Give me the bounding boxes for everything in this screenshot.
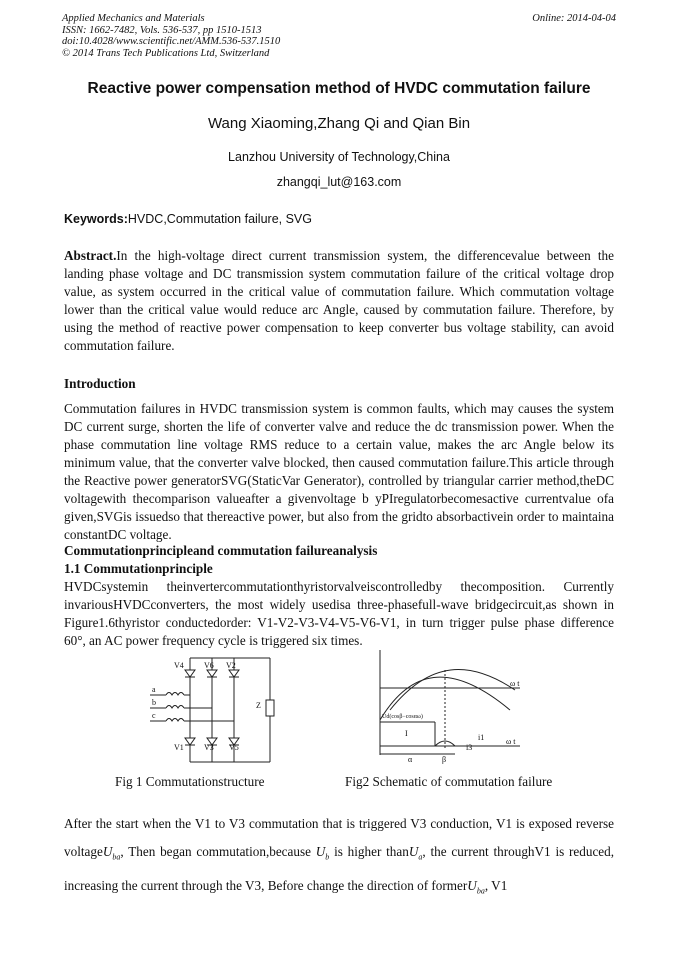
label-ud: Ud(cosβ−cosαω)	[382, 714, 423, 720]
fig2-caption: Fig2 Schematic of commutation failure	[345, 774, 553, 789]
label-c: c	[152, 711, 156, 720]
label-v4: V4	[174, 661, 184, 670]
body-text-3: is higher than	[334, 844, 409, 859]
label-beta: β	[442, 755, 447, 764]
affiliation: Lanzhou University of Technology,China	[228, 150, 450, 164]
label-v3: V3	[204, 743, 214, 752]
u-ba-2-main: U	[467, 877, 477, 893]
u-a	[408, 844, 423, 862]
intro-heading: Introduction	[64, 376, 136, 391]
body-text-2: , Then began commutation,because	[120, 844, 311, 859]
u-ba	[102, 844, 121, 862]
body-text-1: After the start when the V1 to V3 commutation that is triggered V3 conduction, V1 is exposed reverse voltage	[64, 816, 614, 859]
abstract-label: Abstract.	[64, 248, 117, 263]
intro-text: Commutation failures in HVDC transmission system is common faults, which may causes the system DC current surge, shorten the life of converter valve and reduce the dc transmission power. When the phase commutation line voltage RMS reduce to a certain value, makes the arc Angle below its minimum value, that the converter valve blocked, then caused commutation failure.This article through the Reactive power generatorSVG(StaticVar Generator), controlled by triangular carrier method,theDC voltagewith thecomparison valueafter a givenvoltage b yPIregulatorbecomesactive currentvalue ofa given,SVGis issuedso that thereactive power, but also from the gridto absorbactivein order to maintaina constantDC voltage.	[64, 401, 614, 542]
u-ba-2-sub: ba	[476, 886, 485, 896]
body-text-6: , V1	[484, 877, 508, 893]
journal-name: Applied Mechanics and Materials	[62, 13, 205, 24]
label-i3: i3	[466, 743, 473, 752]
label-i: I	[405, 729, 408, 738]
fig1-caption: Fig 1 Commutationstructure	[115, 774, 265, 789]
fig2-commutation-failure	[370, 650, 530, 770]
label-z: Z	[256, 701, 261, 710]
email: zhangqi_lut@163.com	[276, 175, 402, 189]
doi: doi:10.4028/www.scientific.net/AMM.536-537.1510	[62, 36, 281, 47]
label-v2: V2	[226, 661, 236, 670]
u-b-main: U	[315, 844, 326, 859]
label-v6: V6	[204, 661, 214, 670]
fig1-commutation-structure	[130, 650, 290, 770]
issn: ISSN: 1662-7482, Vols. 536-537, pp 1510-1513	[62, 24, 262, 36]
u-b	[315, 844, 330, 862]
copyright: © 2014 Trans Tech Publications Ltd, Switzerland	[62, 47, 270, 59]
subsection-heading: 1.1 Commutationprinciple	[64, 561, 213, 576]
label-alpha: α	[408, 755, 413, 764]
label-i1: i1	[478, 733, 485, 742]
abstract	[64, 247, 614, 355]
u-a-sub: a	[418, 852, 423, 862]
label-b: b	[152, 698, 156, 707]
u-ba-sub: ba	[112, 852, 121, 862]
label-a: a	[152, 685, 156, 694]
keywords	[64, 212, 312, 226]
u-b-sub: b	[325, 852, 330, 862]
u-a-main: U	[408, 844, 419, 859]
journal-header	[62, 13, 616, 59]
section-text: HVDCsystemin theinvertercommutationthyristorvalveiscontrolledby thecomposition. Currently invariousHVDCconverters, the most widely usedisa three-phasefull-wave bridgecircuit,as shown in Figure1.6thyristor conductedorder: V1-V2-V3-V4-V5-V6-V1, in turn trigger pulse phase difference 60°, an AC power frequency cycle is triggered six times.	[64, 579, 614, 648]
body-text-4: , the current throughV1	[422, 844, 551, 859]
keywords-label: Keywords:	[64, 212, 128, 226]
authors: Wang Xiaoming,Zhang Qi and Qian Bin	[207, 115, 471, 132]
label-v5: V5	[229, 743, 239, 752]
label-wt1: ω t	[510, 679, 520, 688]
paper-title: Reactive power compensation method of HVDC commutation failure	[87, 80, 591, 97]
body-text-5: is reduced, increasing the current through the V3, Before change the direction of former	[64, 844, 615, 893]
label-v1: V1	[174, 743, 184, 752]
label-wt2: ω t	[506, 737, 516, 746]
u-ba-main: U	[102, 844, 113, 859]
abstract-text: In the high-voltage direct current transmission system, the differencevalue between the landing phase voltage and DC transmission system commutation failure of the critical voltage drop value, as system occurred in the critical value of commutation failure. Which commutation voltage lower than the critical value would reduce arc Angle, caused by commutation failure. Therefore, by using the method of reactive power compensation to keep converter bus voltage stability, can avoid commutation failure.	[64, 248, 614, 353]
online-date: Online: 2014-04-04	[532, 13, 616, 24]
section-heading: Commutationprincipleand commutation failureanalysis	[64, 543, 378, 558]
keywords-text: HVDC,Commutation failure, SVG	[127, 212, 312, 226]
u-ba-2	[467, 877, 485, 896]
body-text	[64, 810, 614, 905]
